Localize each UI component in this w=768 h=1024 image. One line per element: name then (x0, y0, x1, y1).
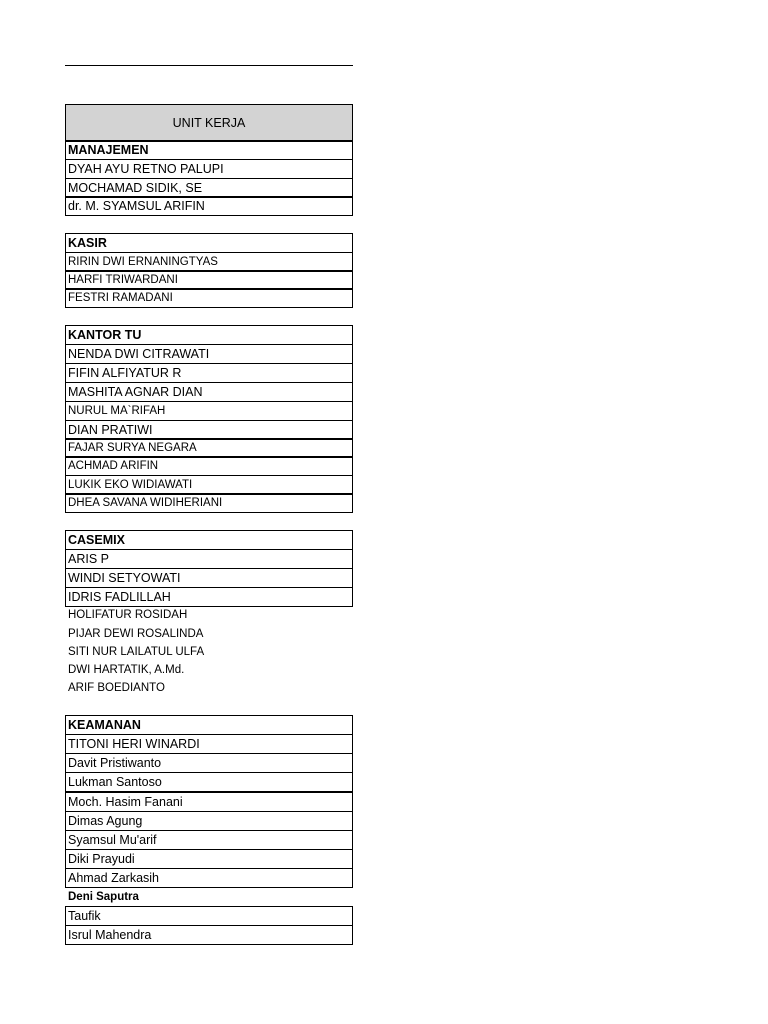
table-row: Ahmad Zarkasih (65, 868, 353, 888)
table-row: Taufik (65, 906, 353, 926)
table-row: Davit Pristiwanto (65, 753, 353, 773)
top-rule (65, 65, 353, 66)
table-row: Syamsul Mu'arif (65, 830, 353, 850)
list-item: ARIF BOEDIANTO (68, 682, 165, 694)
table-row: NURUL MA`RIFAH (65, 401, 353, 421)
table-row: Lukman Santoso (65, 772, 353, 792)
table-row: RIRIN DWI ERNANINGTYAS (65, 252, 353, 272)
table-row: FIFIN ALFIYATUR R (65, 363, 353, 383)
table-row: FAJAR SURYA NEGARA (65, 438, 353, 458)
section-title-kasir: KASIR (65, 233, 353, 253)
table-row: TITONI HERI WINARDI (65, 734, 353, 754)
table-row: DIAN PRATIWI (65, 420, 353, 440)
table-row: HARFI TRIWARDANI (65, 270, 353, 290)
table-header: UNIT KERJA (65, 104, 353, 142)
table-row: DHEA SAVANA WIDIHERIANI (65, 493, 353, 513)
table-row: ARIS P (65, 549, 353, 569)
table-row: DYAH AYU RETNO PALUPI (65, 159, 353, 179)
table-row: Moch. Hasim Fanani (65, 792, 353, 812)
table-row: Isrul Mahendra (65, 925, 353, 945)
table-row: LUKIK EKO WIDIAWATI (65, 475, 353, 495)
table-row: dr. M. SYAMSUL ARIFIN (65, 196, 353, 216)
section-title-casemix: CASEMIX (65, 530, 353, 550)
table-row: FESTRI RAMADANI (65, 288, 353, 308)
table-row: Diki Prayudi (65, 849, 353, 869)
table-row: IDRIS FADLILLAH (65, 587, 353, 607)
list-item: PIJAR DEWI ROSALINDA (68, 628, 204, 640)
table-row: Dimas Agung (65, 811, 353, 831)
section-title-manajemen: MANAJEMEN (65, 140, 353, 160)
list-item: SITI NUR LAILATUL ULFA (68, 646, 205, 658)
section-title-keamanan: KEAMANAN (65, 715, 353, 735)
table-row: ACHMAD ARIFIN (65, 456, 353, 476)
list-item: DWI HARTATIK, A.Md. (68, 664, 185, 676)
table-row: MOCHAMAD SIDIK, SE (65, 178, 353, 198)
section-title-kantor-tu: KANTOR TU (65, 325, 353, 345)
table-row: NENDA DWI CITRAWATI (65, 344, 353, 364)
table-row: MASHITA AGNAR DIAN (65, 382, 353, 402)
table-row: WINDI SETYOWATI (65, 568, 353, 588)
list-item: Deni Saputra (68, 891, 139, 903)
list-item: HOLIFATUR ROSIDAH (68, 609, 188, 621)
